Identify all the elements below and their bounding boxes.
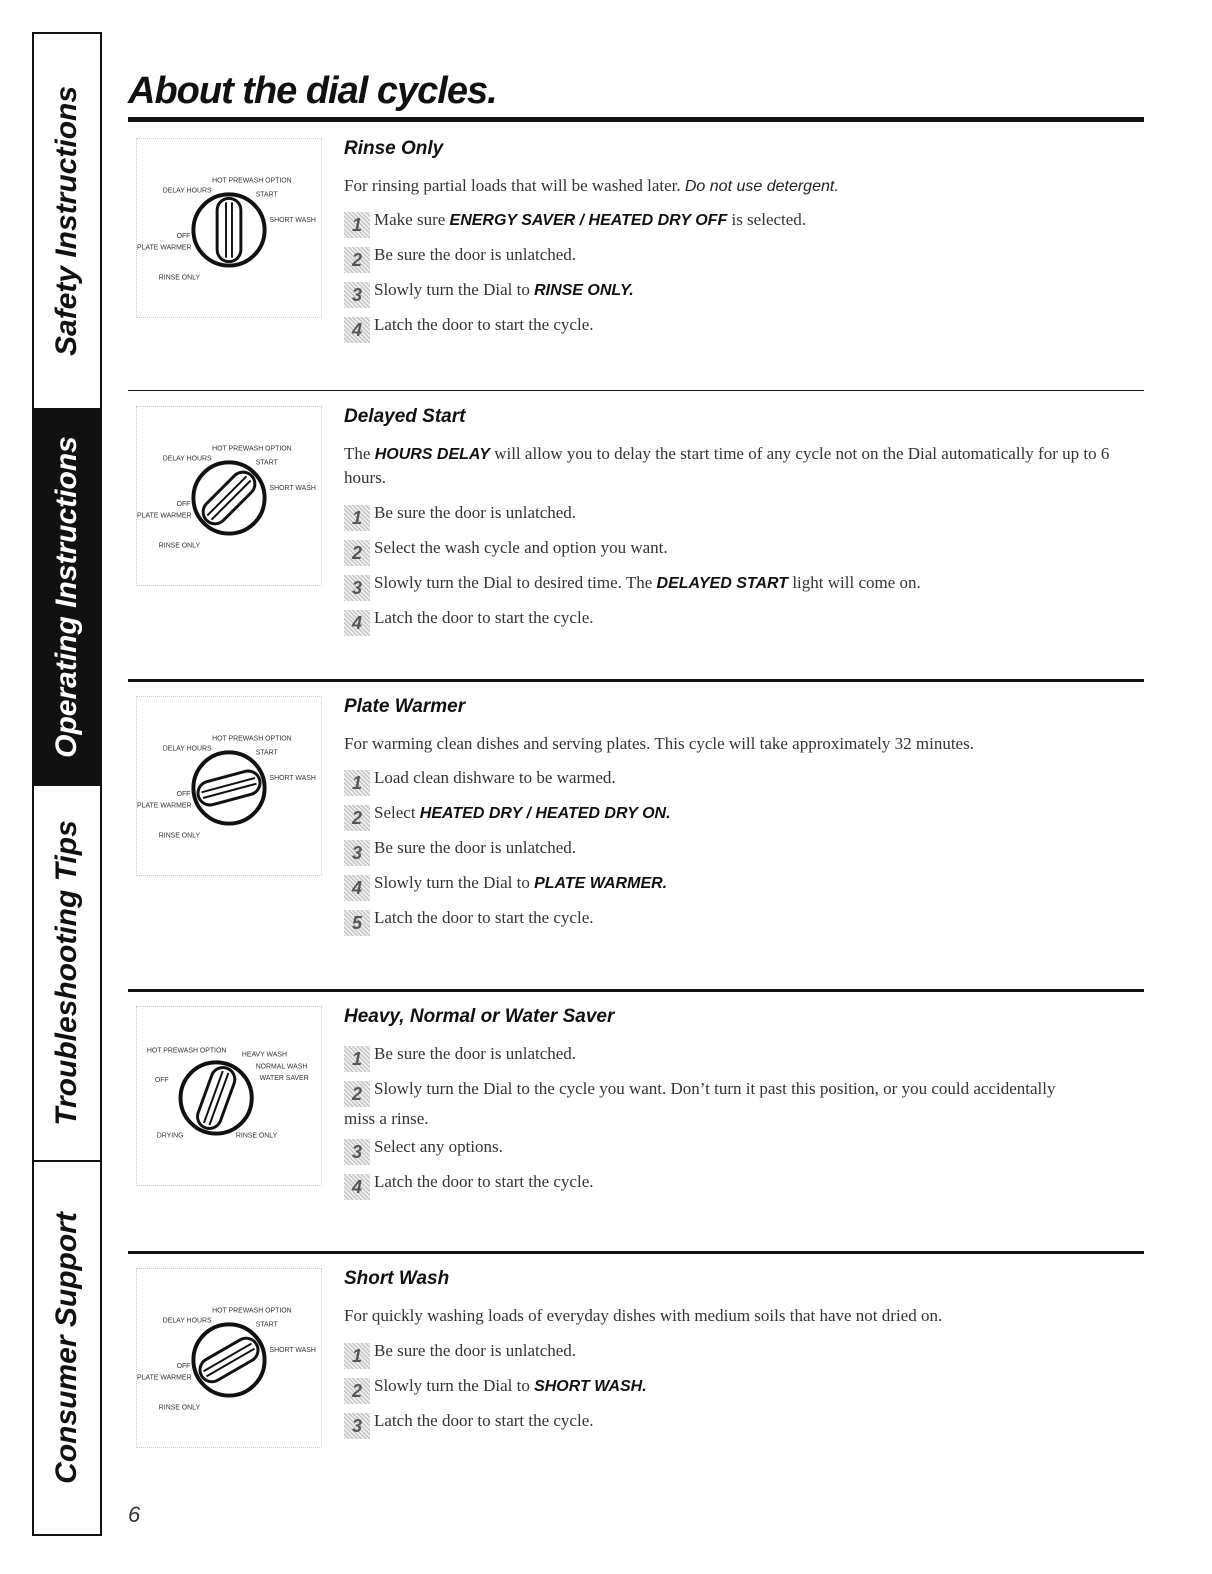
dial-label: DELAY HOURS	[162, 1317, 212, 1325]
step-text: Slowly turn the Dial to desired time. The	[374, 573, 657, 592]
step-number-icon: 1	[344, 770, 370, 796]
step-number-icon: 3	[344, 840, 370, 866]
dial-label: SHORT WASH	[269, 217, 316, 225]
step-text: Latch the door to start the cycle.	[374, 1172, 594, 1191]
step-text: Select	[374, 803, 420, 822]
tab-operating-instructions[interactable]	[34, 410, 100, 786]
step-number-icon: 2	[344, 805, 370, 831]
dial-label: OFF	[176, 232, 191, 240]
dial-label: SHORT WASH	[269, 775, 316, 783]
step-text: Latch the door to start the cycle.	[374, 315, 594, 334]
dial-illustration-heavy-normal	[136, 1006, 322, 1186]
step	[344, 871, 1134, 901]
dial-label: OFF	[154, 1077, 169, 1085]
step	[344, 801, 1134, 831]
step-text: Latch the door to start the cycle.	[374, 908, 594, 927]
section-heading: Rinse Only	[344, 138, 444, 159]
section-heading: Delayed Start	[344, 406, 466, 427]
step-number-icon: 1	[344, 212, 370, 238]
step-emphasis: RINSE ONLY.	[534, 282, 634, 299]
section-intro: For quickly washing loads of everyday dishes with medium soils that have not dried on.	[344, 1306, 943, 1325]
dial-label: SHORT WASH	[269, 485, 316, 493]
dial-label: RINSE ONLY	[235, 1132, 278, 1140]
dial-illustration-delayed-start	[136, 406, 322, 586]
step	[344, 278, 1134, 308]
step-text: light will come on.	[788, 573, 921, 592]
step	[344, 1170, 1134, 1200]
step-emphasis: HEATED DRY / HEATED DRY ON.	[419, 805, 671, 822]
step-emphasis: ENERGY SAVER / HEATED DRY OFF	[449, 212, 728, 229]
step	[344, 208, 1134, 238]
dial-label: HOT PREWASH OPTION	[212, 735, 292, 743]
step	[344, 313, 1134, 343]
step-text: Be sure the door is unlatched.	[374, 245, 577, 264]
step	[344, 1374, 1134, 1404]
step-emphasis: SHORT WASH.	[534, 1378, 647, 1395]
section-divider	[128, 989, 1144, 992]
step	[344, 766, 1134, 796]
step-text: Slowly turn the Dial to	[374, 873, 535, 892]
step	[344, 1042, 1134, 1072]
step	[344, 571, 1134, 601]
step-number-icon: 1	[344, 505, 370, 531]
dial-label: OFF	[176, 790, 191, 798]
page-number: 6	[128, 1502, 141, 1527]
dial-label: RINSE ONLY	[158, 832, 201, 840]
dial-label: DELAY HOURS	[162, 745, 212, 753]
section-divider	[128, 390, 1144, 391]
section-rinse-only	[128, 130, 1144, 380]
step-number-icon: 2	[344, 1081, 370, 1107]
step-text: Make sure	[374, 210, 450, 229]
step-text: Slowly turn the Dial to the cycle you want. Don’t turn it past this position, or you could accidentally miss a rinse.	[344, 1079, 1056, 1128]
step-number-icon: 3	[344, 1139, 370, 1165]
step-text: Be sure the door is unlatched.	[374, 503, 577, 522]
dial-label: START	[255, 1321, 278, 1329]
section-intro	[344, 174, 1134, 198]
tab-label: Operating Instructions	[50, 436, 84, 758]
dial-icon	[137, 1269, 321, 1447]
sidebar-tabs	[32, 32, 102, 1536]
dial-illustration-short-wash	[136, 1268, 322, 1448]
section-plate-warmer	[128, 688, 1144, 978]
dial-label: RINSE ONLY	[158, 1404, 201, 1412]
tab-consumer-support[interactable]	[34, 1162, 100, 1534]
step-text: Select the wash cycle and option you want.	[374, 538, 668, 557]
dial-illustration-rinse-only	[136, 138, 322, 318]
section-intro	[344, 442, 1134, 489]
section-delayed-start	[128, 398, 1144, 668]
section-heading: Short Wash	[344, 1268, 450, 1289]
step-number-icon: 5	[344, 910, 370, 936]
step	[344, 1339, 1134, 1369]
step	[344, 536, 1134, 566]
step-number-icon: 2	[344, 1378, 370, 1404]
dial-label: START	[255, 749, 278, 757]
step-number-icon: 1	[344, 1343, 370, 1369]
step-text: Latch the door to start the cycle.	[374, 608, 594, 627]
step	[344, 1135, 1134, 1165]
dial-illustration-plate-warmer	[136, 696, 322, 876]
dial-label: NORMAL WASH	[255, 1063, 308, 1071]
step	[344, 243, 1134, 273]
page-title: About the dial cycles.	[128, 70, 497, 112]
dial-label: PLATE WARMER	[137, 1374, 192, 1382]
intro-text: For rinsing partial loads that will be washed later.	[344, 176, 685, 195]
intro-text: will allow you to delay the start time of any cycle not on the Dial automatically for up to 6 hours.	[344, 444, 1110, 487]
step	[344, 836, 1134, 866]
dial-icon	[137, 1007, 321, 1185]
section-heading: Plate Warmer	[344, 696, 466, 717]
dial-label: PLATE WARMER	[137, 512, 192, 520]
step	[344, 1409, 1134, 1439]
dial-label: OFF	[176, 1362, 191, 1370]
dial-label: HOT PREWASH OPTION	[212, 177, 292, 185]
title-rule	[128, 117, 1144, 122]
step-number-icon: 2	[344, 540, 370, 566]
dial-label: PLATE WARMER	[137, 244, 192, 252]
step-emphasis: DELAYED START	[656, 575, 789, 592]
dial-label: SHORT WASH	[269, 1347, 316, 1355]
dial-icon	[137, 139, 321, 317]
step-text: Be sure the door is unlatched.	[374, 1044, 577, 1063]
step-number-icon: 3	[344, 282, 370, 308]
step-number-icon: 3	[344, 1413, 370, 1439]
section-divider	[128, 1251, 1144, 1254]
step-number-icon: 1	[344, 1046, 370, 1072]
dial-label: PLATE WARMER	[137, 802, 192, 810]
step-number-icon: 4	[344, 610, 370, 636]
step-number-icon: 4	[344, 875, 370, 901]
section-heavy-normal	[128, 998, 1144, 1238]
tab-troubleshooting-tips[interactable]	[34, 786, 100, 1162]
step-number-icon: 3	[344, 575, 370, 601]
step-number-icon: 2	[344, 247, 370, 273]
step-number-icon: 4	[344, 317, 370, 343]
dial-label: HOT PREWASH OPTION	[212, 1307, 292, 1315]
intro-note: Do not use detergent.	[684, 178, 839, 195]
dial-label: START	[255, 191, 278, 199]
dial-label: WATER SAVER	[259, 1075, 309, 1083]
tab-label: Troubleshooting Tips	[50, 820, 83, 1126]
step-text: Be sure the door is unlatched.	[374, 1341, 577, 1360]
step-text: Be sure the door is unlatched.	[374, 838, 577, 857]
tab-safety-instructions[interactable]	[34, 34, 100, 410]
step-text: Select any options.	[374, 1137, 503, 1156]
dial-label: HOT PREWASH OPTION	[212, 445, 292, 453]
dial-label: RINSE ONLY	[158, 274, 201, 282]
intro-emphasis: HOURS DELAY	[374, 446, 490, 463]
step	[344, 501, 1134, 531]
step-text: Load clean dishware to be warmed.	[374, 768, 616, 787]
step	[344, 906, 1134, 936]
dial-label: RINSE ONLY	[158, 542, 201, 550]
tab-label: Safety Instructions	[50, 85, 83, 357]
dial-label: HOT PREWASH OPTION	[146, 1047, 227, 1055]
step	[344, 1077, 1084, 1130]
dial-label: HEAVY WASH	[241, 1051, 288, 1059]
section-short-wash	[128, 1260, 1144, 1480]
step-text: Slowly turn the Dial to	[374, 1376, 535, 1395]
dial-icon	[137, 697, 321, 875]
dial-label: DELAY HOURS	[162, 187, 212, 195]
step-emphasis: PLATE WARMER.	[534, 875, 668, 892]
dial-label: DELAY HOURS	[162, 455, 212, 463]
step-text: is selected.	[727, 210, 807, 229]
dial-label: START	[255, 459, 278, 467]
dial-label: DRYING	[156, 1132, 184, 1140]
step-number-icon: 4	[344, 1174, 370, 1200]
section-divider	[128, 679, 1144, 682]
dial-icon	[137, 407, 321, 585]
section-heading: Heavy, Normal or Water Saver	[344, 1006, 615, 1027]
step	[344, 606, 1134, 636]
intro-text: The	[344, 444, 375, 463]
section-intro: For warming clean dishes and serving plates. This cycle will take approximately 32 minutes.	[344, 734, 974, 753]
step-text: Slowly turn the Dial to	[374, 280, 535, 299]
step-text: Latch the door to start the cycle.	[374, 1411, 594, 1430]
tab-label: Consumer Support	[50, 1212, 84, 1484]
dial-label: OFF	[176, 500, 191, 508]
